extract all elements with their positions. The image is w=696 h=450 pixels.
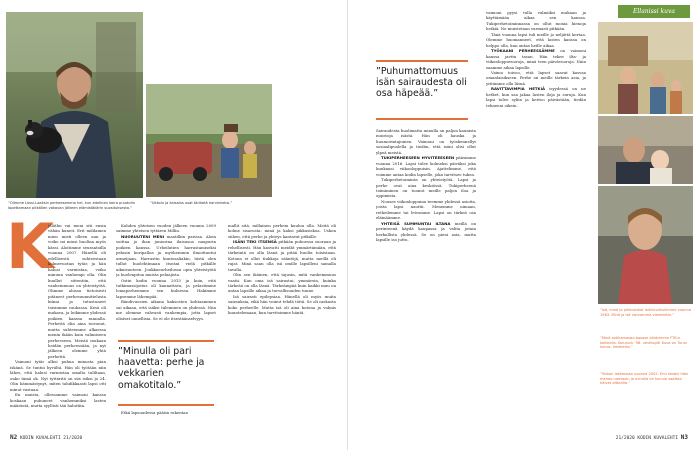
man-with-dog-illustration: [6, 12, 143, 198]
body-text: maatilkin parissa. Aloin soittaa jo ihan juniorina ilaisusoa naapurin poikien kanssa. Urheilutien harrastamiseksi pelasin koripalloa ja myöhemmin ilmoittautui armeijaan. Harrastin kuntosaliakin, tästä olen tullut huolehtimaan itseäni vielä pitkälle aikuisuuteen. Joukkueurheilussa opin yhteistyötä ja huolenpitoa muista pelaajista.: [116, 233, 216, 278]
body-column-3: [228, 223, 336, 428]
body-paragraph: Vaimoni tytär alkoi puhua minusta pian iskänä. Se tuntui hyvältä. Hän oli työtään niin lähes, että halusi varmistaa omalta tuliltaan, onko tämä ok. Nyt tyttäritä on siis isiksi jo 24. Olin hämmästynyt, miten tahdikkaasti lapsi otti minut vastaan.: [10, 359, 106, 392]
body-paragraph: Tukiperhetoiminta on yhteistyötä. Lapsi ja perhe ovat aina keskiössä. Tukiperheenä toimiminen on tuonut meille paljon iloa ja oppimista.: [376, 177, 476, 199]
right-folio: [616, 434, 688, 441]
kids-by-car-illustration: [146, 84, 272, 197]
body-column-1: [10, 223, 106, 428]
body-paragraph: En muista, ollessamme vaimoni kanssa koskaan puhuneet vanhemmiksi lasten määrästä, mutta syyllisti tää haluttiin.: [10, 392, 106, 408]
body-paragraph: Tänä vuonna lapsi tuli meille jo neljättä kertaa. Olemme huomanneet, että lasten kanssa on helppo olla, kun antaa heille aikaa.: [486, 31, 586, 48]
left-folio-label: KODIN KUVALEHTI 21/2020: [19, 436, 83, 441]
body-paragraph: [116, 234, 216, 278]
body-text: meillä on perinteenä käydä kaupassa ja valita jotain herkullista yhdessä. Se on pieni asia, mutta lapsille iso juttu.: [376, 220, 476, 243]
body-paragraph: Ostin kodin vuonna 2015 ja koin, että tutkimussijoitus oli kannattava, ja pelastimme lomaperheemme sen kuluessa. Hakimme lapsemme lähempää.: [116, 277, 216, 299]
family-by-house-photo: [598, 22, 693, 114]
man-with-dog-photo: [6, 12, 143, 198]
body-text: pääsimme vuonna 2016. Lapsi tulee kolmeksi päiväksi joka kuukausi viikonloppuisin. Ajattelimme, että voimme antaa kodin lapselle, joka tarvitsee tukea.: [376, 155, 476, 177]
body-paragraph: vaimoni pyysi tulla valmiiksi mukaan ja käyttämään aikaa sen kanssa. Tukiperhetoiminnassa on ollut monia hienoja hetkiä. Ne muistetaan varmasti pitkään.: [486, 10, 586, 32]
kids-by-car-photo: [146, 84, 272, 197]
left-page-number: N2: [10, 434, 18, 441]
body-paragraph: Bändivuosien aikana kaksosten kohtaaminen sai aikaan, että isäksi tuleminen on yhdessä. Niin me olemme vahvasti vanhempia, jotta lapset olisivat onnellisia. Se ei ole itsestäänselvyys.: [116, 299, 216, 321]
pull-quote-1: ”Minulla oli pari haavetta: perhe ja vekkarien omakotitalo.”: [118, 346, 205, 391]
body-text: isyydessä on ne hetket, kun saa jakaa lasten iloja ja suruja. Kun lapsi tulee syliin ja kertoo päivästään, tiedän tehneeni oikein.: [486, 86, 586, 108]
body-column-2: [116, 223, 216, 338]
caption-family-3: ”Siskon lakkesissa vuonna 2002. Emi kesäni häin meneo nemissin ja minulla on kunnia saattaa häivet alttarille.”: [600, 372, 689, 386]
drop-cap: K: [6, 210, 55, 283]
body-paragraph: [228, 239, 336, 272]
body-paragraph: ylläthn vai meni siti ensin vähän kuneit. Erit mililamen mien misti olleen aun ja voiko mi miusi huoltaa myös kässi. Aloitimme seuraatoilla vuonna 2007. Hänellä oli edellisestä suhteestaan kolmevuotias tytär, ja hän halusi varmistaa, voiko minuun vanhempi olla. Olin kuullut sittentiin, että vanhemmuus on yhteistyötä. Olimme alussa tietoisesti pitäneet perhesuunnittelusta kiinni ja tutustuneet toisiimme rauhassa. Kesä oli mukava, ja leikimme yhdessä poikien kanssa rannalla. Perhettä olin aina toivonut, mutta suhteemme alkaessa menin ikään kuin valmiiseen perheeseen. Meistä mukaan heidän perheessään, ja nyt jälkeen olemme yhtä perhettä.: [48, 223, 106, 359]
quote-1-rule-bottom: [118, 404, 214, 406]
caption-family-1: ”Isä, minä ja pikkusiskot leikkuvahukimme vuonna 1983. Minä ja isä nauramme vierekkäin.”: [600, 308, 692, 317]
pull-quote-2: ”Puhumattomuus isän sairaudesta oli osa häpeää.”: [376, 66, 467, 100]
quote-1-rule-top: [118, 340, 214, 342]
subhead-tyokaani: TYÖKAANI PERHEESSÄMME: [491, 48, 555, 54]
subhead-ravittavimpia: RAVITTAVIMPIA HETKIÄ: [491, 86, 546, 92]
body-text: on vaimoni kanssa jaettu tasan. Hän tekee ilta- ja viikonloppuvuoroja, minä teen päivävuoroja. Näin saamme aikaa lapsille.: [486, 48, 586, 70]
baby-and-father-illustration: [598, 116, 693, 184]
caption-kids-by-car: ”Ukkolu ja kaisalus osat täriketä harvinkeksi.”: [150, 201, 233, 205]
body-paragraph: Isä sairasti epilepsiaa. Hänellä oli myös muita sairauksia, eikä hän voinut tehdä töitä. Se oli raskasta koko perheelle. Mutta isä oli aina kotona ja valmis kuuntelemaan, kun tarvitsimme häntä.: [228, 293, 336, 316]
right-page-number: N3: [680, 434, 688, 441]
body-paragraph: [486, 86, 586, 108]
body-paragraph: Olin sen ikäinen, että tajusin, mitä vanhemmuus vaatii. Kun oma isä sairastui, ymmärsin, kuinka tärkeää on olla läsnä. Tärkeämpää kuin kaikki muu on antaa lapsille aikaa ja turvallisuuden tunne.: [228, 272, 336, 294]
body-column-4: [376, 128, 476, 428]
child-portrait-illustration: [598, 186, 693, 304]
caption-family-2: ”Minä sotihamasaa basose kärädrnme FTK:n kaikkeila. Kuluruck ’98. nevillogit! Kuva on Turun harva- ilmekerta.”: [600, 336, 688, 350]
subhead-isani: ISÄNI TEKI ITSENSÄ: [233, 239, 277, 245]
quote-2-rule-bottom: [376, 118, 468, 120]
section-tag: Ellanissi kuva: [618, 5, 690, 18]
child-portrait-photo: [598, 186, 693, 304]
subhead-yhteisa: YHTEISÄ SUMMUNTAI ILTANA: [381, 220, 451, 226]
right-page: [348, 0, 696, 450]
body-column-5: [486, 10, 586, 428]
left-folio: [10, 434, 82, 441]
body-paragraph: [376, 155, 476, 177]
quote-2-rule-top: [376, 60, 468, 62]
subhead-nuoruuteni: NUORUUTENI MENI: [121, 233, 165, 239]
body-paragraph: Nousee viikonloppuina teemme yhdessä asioita, joista lapsi nauttii. Menemme uimaan, retkeilemme tai leivomme. Lapsi on tärkeä osa elämäämme.: [376, 198, 476, 221]
subhead-tukiperhe: TUKIPERHEESEEN HYVITEEESEEN: [381, 155, 455, 161]
body-column-2b: [116, 410, 216, 430]
body-paragraph: Etkä lapsuudessa päätin rakentaa: [121, 410, 188, 415]
body-paragraph: [376, 221, 476, 243]
right-folio-label: 21/2020 KODIN KUVALEHTI: [615, 436, 679, 441]
body-paragraph: Sairaudesta huolimatta minulla on paljon kaunista muistoja isästä. Hän oli hauska ja huumorintajuinen. Vaimoni on työskennellyt sosiaalipuolella ja tiedän, että isäni olisi ollut ylpeä meistä.: [376, 128, 476, 155]
body-paragraph: Vaimo toivoo, että lapset saavat kasvaa omanlaisikseen. Perhe on meille tärkein asia, ja yritämme olla läsnä.: [486, 69, 586, 86]
body-paragraph: Kahden yhteisen vuoden jälkeen vuonna 2009 saimme yhteisen tyttären Millin.: [116, 223, 216, 234]
family-by-house-illustration: [598, 22, 693, 114]
body-text: pitkään puhuessa suoraan ja rehellisesti. Hän kasvatti meidät ymmärtämään, että tärkeintä on olla läsnä ja pitää huolta toisistaan. Kotona ei ollut tiukkoja sääntöjä, mutta meillä oli rajat. Minä saan olla isä omille lapsilleni samalla tavalla.: [228, 239, 336, 272]
baby-and-father-photo: [598, 116, 693, 184]
body-paragraph: mallit sitä, millainen perhem kuuluu olla. Meitä oli kolme sisarusta: minä ja kaksi pikkusiskoa. Uskon siihen, että perhe ja yhteys kantavat pitkälle.: [228, 223, 336, 239]
body-paragraph: [486, 48, 586, 70]
caption-man-with-dog: ”Olimme Lossi-Laaksin perheesamma hei, kun edelinen koira puudutin lopettamaan pitkällen vakavan jälkeen elämistäkärin suosituksesta.”: [8, 201, 136, 210]
